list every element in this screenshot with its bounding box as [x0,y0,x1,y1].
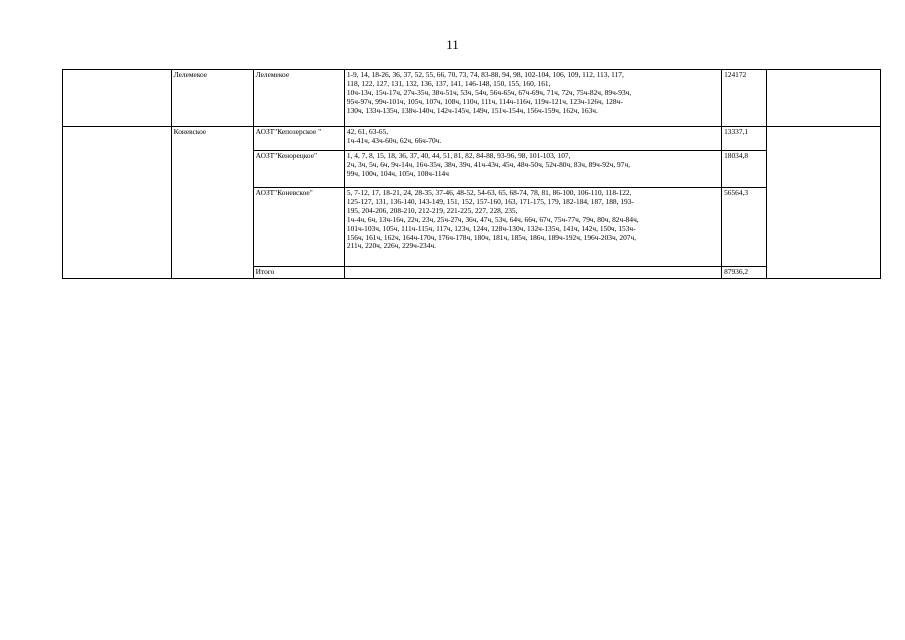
area-value: 124172 [724,70,747,79]
forest-quarters-table [62,69,881,279]
forestry-name: АОЗТ"Коневское" [255,188,313,197]
page-number: 11 [446,37,459,52]
district-name: Коневское [173,127,207,136]
district-cell [171,127,253,279]
quarters-cell [344,188,721,267]
quarters-line: 1ч-4ч, 6ч, 13ч-16ч, 22ч, 23ч, 25ч-27ч, 36ч, 47ч, 53ч, 64ч, 66ч, 67ч, 75ч-77ч, 79ч, 80ч, 82ч-84ч, [346,214,639,224]
district-cell [171,70,253,127]
empty-cell [63,127,172,279]
area-value: 13337,1 [724,127,749,136]
quarters-line: 1, 4, 7, 8, 15, 18, 36, 37, 40, 44, 51, 81, 82, 84-88, 93-96, 98, 101-103, 107, [346,151,571,160]
quarters-line: 10ч-13ч, 15ч-17ч, 27ч-35ч, 38ч-51ч, 53ч, 54ч, 56ч-65ч, 67ч-69ч, 71ч, 72ч, 75ч-82ч, 89ч-93ч, [346,87,632,97]
quarters-line: 99ч, 100ч, 104ч, 105ч, 108ч-114ч [346,168,449,178]
quarters-line: 130ч, 133ч-135ч, 138ч-140ч, 142ч-145ч, 149ч, 151ч-154ч, 156ч-159ч, 162ч, 163ч. [346,105,598,115]
quarters-line: 211ч, 220ч, 226ч, 229ч-234ч. [346,241,437,251]
area-cell [722,127,767,151]
quarters-cell [344,127,721,151]
quarters-line: 118, 122, 127, 131, 132, 136, 137, 141, 146-148, 150, 155, 160, 161, [346,78,551,88]
quarters-line: 156ч, 161ч, 162ч, 164ч-170ч, 176ч-178ч, 180ч, 181ч, 185ч, 186ч, 189ч-192ч, 196ч-203ч, 207ч, [346,232,637,242]
forestry-name: АОЗТ"Кенорецкое" [255,151,318,160]
empty-cell [767,127,881,279]
area-cell [722,267,767,279]
forestry-cell [253,151,344,188]
quarters-line: 95ч-97ч, 99ч-101ч, 105ч, 107ч, 108ч, 110ч, 111ч, 114ч-116ч, 119ч-121ч, 123ч-126ч, 128ч- [346,96,623,106]
area-cell [722,188,767,267]
empty-cell [63,70,172,127]
quarters-line: 101ч-103ч, 105ч, 111ч-115ч, 117ч, 123ч, 124ч, 128ч-130ч, 132ч-135ч, 141ч, 142ч, 150ч, 153ч- [346,223,636,233]
quarters-line: 5, 7-12, 17, 18-21, 24, 28-35, 37-46, 48-52, 54-63, 65, 68-74, 78, 81, 86-100, 106-110, 118-122, [346,188,632,197]
total-label-cell [253,267,344,279]
quarters-cell [344,267,721,279]
quarters-cell [344,70,721,127]
total-area-value: 87936,2 [724,267,749,276]
quarters-line: 42, 61, 63-65, [346,127,389,136]
table-row-lelemekoe [63,70,881,127]
quarters-line: 2ч, 3ч, 5ч, 6ч, 9ч-14ч, 16ч-35ч, 38ч, 39ч, 41ч-43ч, 45ч, 48ч-50ч, 52ч-80ч, 83ч, 89ч-92ч, 97ч, [346,159,631,169]
quarters-line: 1ч-41ч, 43ч-60ч, 62ч, 66ч-70ч. [346,135,442,145]
forestry-name: АОЗТ"Кепозерское " [255,127,322,136]
area-value: 18034,8 [724,151,749,160]
forestry-cell [253,127,344,151]
table-row-kepozerskoe [63,127,881,151]
forestry-name: Лелемекое [255,70,290,79]
empty-cell [767,70,881,127]
district-name: Лелемекое [173,70,208,79]
forestry-cell [253,70,344,127]
forestry-cell [253,188,344,267]
area-cell [722,151,767,188]
quarters-line: 1-9, 14, 18-26, 36, 37, 52, 55, 66, 70, 73, 74, 83-88, 94, 98, 102-104, 106, 109, 112, 113, 117, [346,70,624,79]
area-value: 56564,3 [724,188,749,197]
quarters-line: 125-127, 131, 136-140, 143-149, 151, 152, 157-160, 163, 171-175, 179, 182-184, 187, 188, 193- [346,196,634,206]
quarters-line: 195, 204-206, 208-210, 212-219, 221-225, 227, 228, 235, [346,205,518,215]
total-label: Итого [255,267,275,276]
quarters-cell [344,151,721,188]
area-cell [722,70,767,127]
